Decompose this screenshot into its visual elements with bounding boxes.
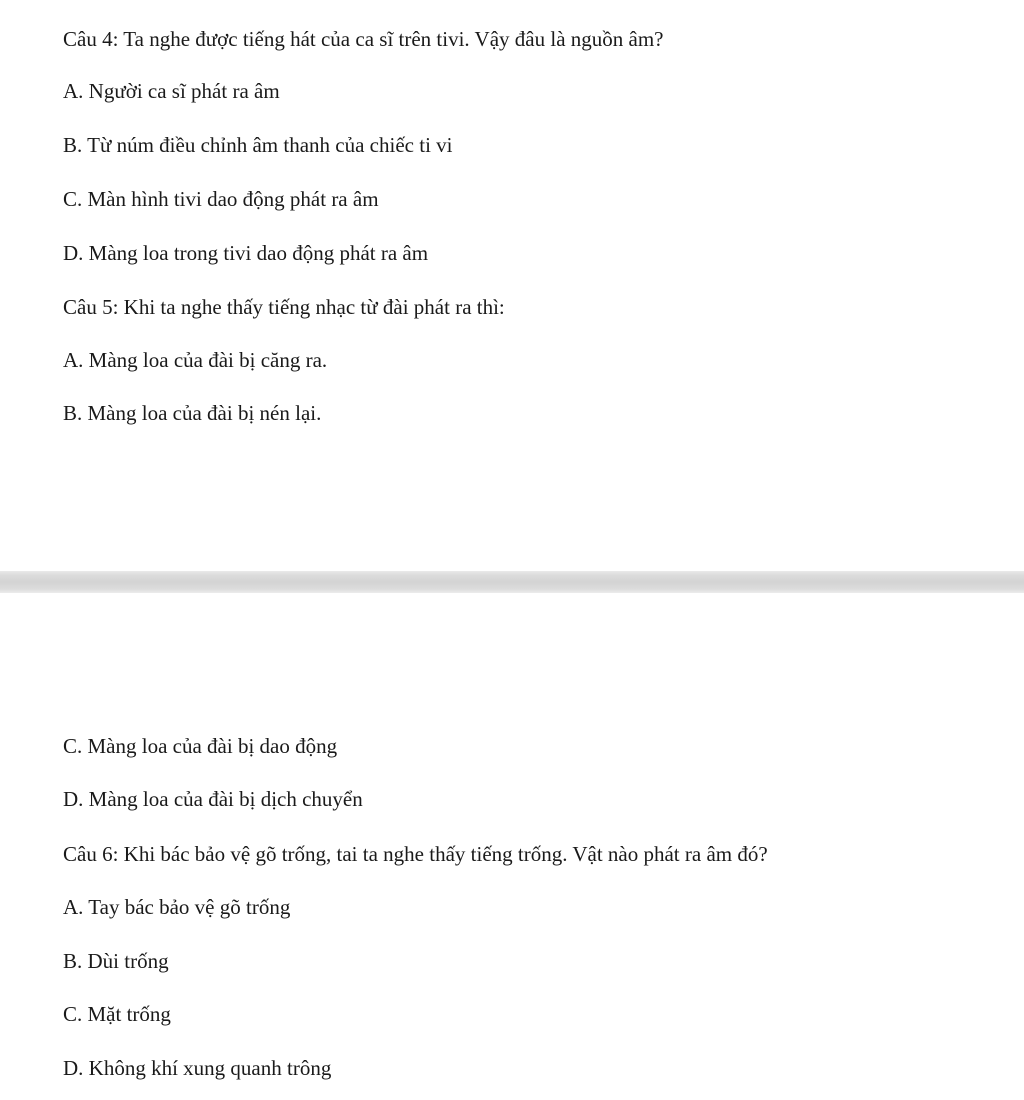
question-6-option-d: D. Không khí xung quanh trông: [63, 1056, 332, 1080]
question-6-option-c: C. Mặt trống: [63, 1002, 171, 1026]
question-6-option-a: A. Tay bác bảo vệ gõ trống: [63, 895, 291, 919]
question-4-option-c: C. Màn hình tivi dao động phát ra âm: [63, 187, 379, 211]
question-5-option-d: D. Màng loa của đài bị dịch chuyển: [63, 787, 363, 811]
question-4-option-a: A. Người ca sĩ phát ra âm: [63, 79, 280, 103]
question-4-text: Câu 4: Ta nghe được tiếng hát của ca sĩ trên tivi. Vậy đâu là nguồn âm?: [63, 27, 664, 51]
question-4-option-d: D. Màng loa trong tivi dao động phát ra âm: [63, 241, 429, 265]
question-5-option-c: C. Màng loa của đài bị dao động: [63, 734, 338, 758]
document-page-2: [0, 593, 1024, 1100]
question-5-text: Câu 5: Khi ta nghe thấy tiếng nhạc từ đài phát ra thì:: [63, 295, 505, 319]
question-6-text: Câu 6: Khi bác bảo vệ gõ trống, tai ta nghe thấy tiếng trống. Vật nào phát ra âm đó?: [63, 842, 768, 866]
page-separator: [0, 571, 1024, 593]
question-6-option-b: B. Dùi trống: [63, 949, 169, 973]
question-5-option-a: A. Màng loa của đài bị căng ra.: [63, 348, 328, 372]
question-5-option-b: B. Màng loa của đài bị nén lại.: [63, 401, 322, 425]
question-4-option-b: B. Từ núm điều chỉnh âm thanh của chiếc ti vi: [63, 133, 453, 157]
